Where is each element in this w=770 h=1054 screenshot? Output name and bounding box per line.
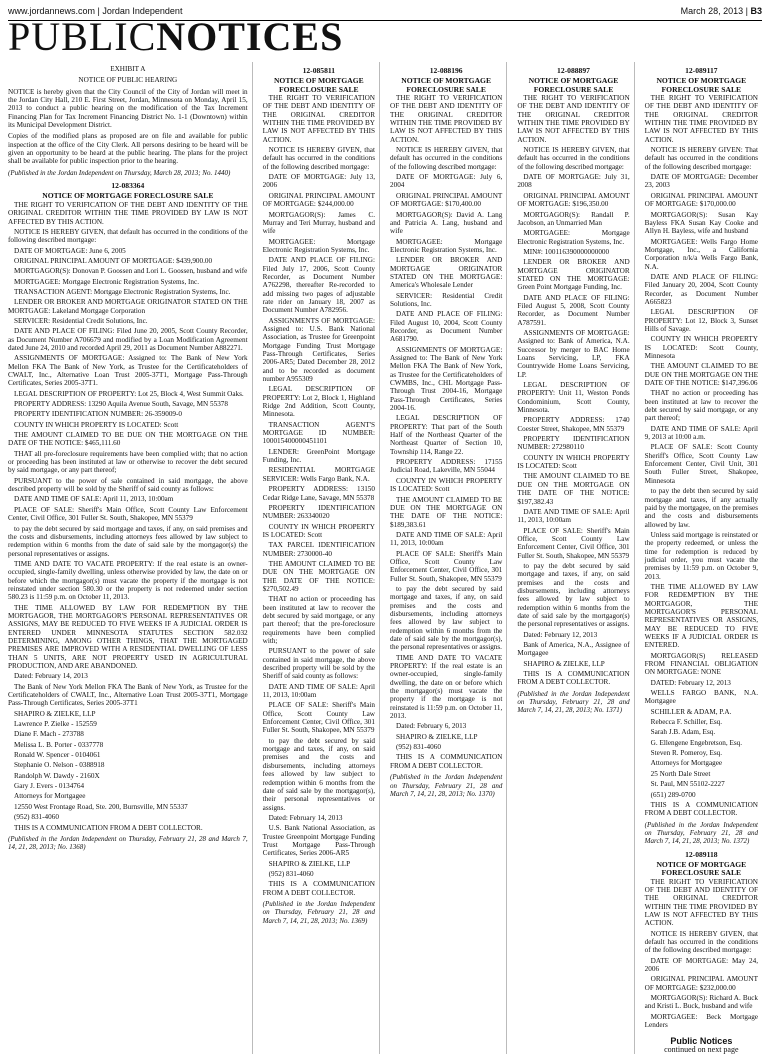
notice-paragraph: Dated: February 14, 2013	[14, 672, 88, 681]
notice-paragraph: DATE AND PLACE OF FILING: Filed July 17, 2006, Scott County Recorder, as Document Number A762298, thereafter Re-recorded to add missing two pages of adjustable rate rider on January 18, 2007 as Document Number A782956.	[262, 256, 375, 315]
notice-body	[263, 94, 375, 897]
notice-paragraph: to pay the debt then secured by said mortgage and taxes, if any actually paid by the mortgagee, on the premises and the costs and disbursements allowed by law.	[644, 487, 758, 529]
notice-paragraph: TIME AND DATE TO VACATE PROPERTY: If the real estate is an owner-occupied, single-family dwelling, the date on or before which the mortgagor(s) must vacate the property if the mortgage is not reinstated is 11:59 p.m. on October 11, 2013.	[390, 653, 503, 721]
notice-paragraph: MORTGAGEE: Mortgage Electronic Registration Systems, Inc.	[14, 277, 200, 286]
notice-paragraph: MORTGAGOR(S): David A. Lang and Patricia A. Lang, husband and wife	[390, 210, 503, 236]
notice-paragraph: to pay the debt secured by said mortgage and taxes, if any, on said premises and the costs and disbursements, including attorneys fees allowed by law subject to redemption within 6 months from the date of said sale by the mortgagor(s), their personal representatives or assigns.	[262, 736, 375, 812]
notice-paragraph: THE TIME ALLOWED BY LAW FOR REDEMPTION BY THE MORTGAGOR, THE MORTGAGOR'S PERSONAL REPRESENTATIVES OR ASSIGNS, MAY BE REDUCED TO FIVE WEEKS IF A JUDICIAL ORDER IS ENTERED UNDER MINNESOTA STATUTES SECTION 582.032 DETERMINING, AMONG OTHER THINGS, THAT THE MORTGAGED PREMISES ARE IMPROVED WITH A RESIDENTIAL DWELLING OF LESS THAN 5 UNITS, ARE NOT PROPERTY USED IN AGRICULTURAL PRODUCTION, AND ARE ABANDONED.	[8, 603, 248, 670]
notice-paragraph: THAT no action or proceeding has been instituted at law to recover the debt secured by said mortgage, or any part thereof; that the pre-foreclosure requirements have been complied with;	[262, 595, 375, 645]
notice-paragraph: LEGAL DESCRIPTION OF PROPERTY: Lot 2, Block 1, Highland Ridge 2nd Addition, Scott County, Minnesota.	[262, 385, 375, 419]
notice-paragraph: MORTGAGOR(S): Richard A. Buck and Kristi L. Buck, husband and wife	[644, 994, 758, 1011]
notice-paragraph: 25 North Dale Street	[650, 769, 711, 778]
notice-paragraph: (952) 831-4060	[396, 743, 441, 752]
notice-paragraph: LEGAL DESCRIPTION OF PROPERTY: Lot 12, Block 3, Sunset Hills of Savage.	[644, 308, 758, 333]
notice-title: NOTICE OF MORTGAGE FORECLOSURE SALE	[656, 76, 747, 94]
notice-paragraph: THE RIGHT TO VERIFICATION OF THE DEBT AND IDENTITY OF THE ORIGINAL CREDITOR WITHIN THE TIME PROVIDED BY LAW IS NOT AFFECTED BY THIS ACTION.	[8, 200, 248, 226]
notice-paragraph: DATE AND TIME OF SALE: April 11, 2013, 10:00am	[14, 495, 174, 504]
header-date: March 28, 2013 |	[680, 6, 748, 16]
notice-paragraph: THIS IS A COMMUNICATION FROM A DEBT COLLECTOR.	[262, 880, 375, 897]
notice-paragraph: DATE OF MORTGAGE: July 6, 2004	[390, 173, 503, 190]
notice-title: NOTICE OF MORTGAGE FORECLOSURE SALE	[528, 76, 619, 94]
notice-publication-line: (Published in the Jordan Independent on Thursday, February 21, 28 and March 7, 14, 21, 28, 2013; No. 1368)	[8, 834, 248, 852]
notice-paragraph: ORIGINAL PRINCIPAL AMOUNT OF MORTGAGE: $232,000.00	[644, 975, 758, 992]
notice-paragraph: MORTGAGOR(S): James C. Murray and Teri Murray, husband and wife	[262, 210, 375, 236]
notice-publication-line: (Published in the Jordan Independent on Thursday, February 21, 28 and March 7, 14, 21, 28, 2013; No. 1371)	[517, 689, 630, 715]
notice-paragraph: DATE AND TIME OF SALE: April 9, 2013 at 10:00 a.m.	[644, 424, 758, 442]
notice-paragraph: ORIGINAL PRINCIPAL AMOUNT OF MORTGAGE: $196,350.00	[517, 191, 630, 209]
column-4	[517, 62, 634, 1054]
notice-paragraph: THE AMOUNT CLAIMED TO BE DUE ON THE MORTGAGE ON THE DATE OF THE NOTICE: $189,383.61	[390, 495, 503, 529]
notice-paragraph: to pay the debt secured by said mortgage and taxes, if any, on said premises and the costs and disbursements, including attorneys fees allowed by law subject to redemption within 6 months from the date of said sale by the mortgagor(s), the personal representatives or assigns.	[390, 584, 503, 652]
notice-paragraph: PURSUANT to the power of sale contained in said mortgage, the above described property will be sold by the Sheriff of said county as follows:	[8, 476, 248, 494]
notice-title: NOTICE OF MORTGAGE FORECLOSURE SALE	[401, 76, 492, 94]
notice-paragraph: ORIGINAL PRINCIPAL AMOUNT OF MORTGAGE: $170,400.00	[390, 191, 503, 209]
notice-paragraph: DATE AND PLACE OF FILING: Filed August 10, 2004, Scott County Recorder, as Document Number A681790.	[390, 310, 503, 344]
column-5	[645, 62, 762, 1054]
notice-block	[645, 851, 758, 1030]
notice-paragraph: MORTGAGOR(S) RELEASED FROM FINANCIAL OBLIGATION ON MORTGAGE: NONE	[644, 651, 758, 677]
notice-paragraph: DATE OF MORTGAGE: December 23, 2003	[644, 173, 758, 190]
notice-paragraph: Rebecca F. Schiller, Esq.	[650, 718, 723, 727]
notice-paragraph: SERVICER: Residential Credit Solutions, Inc.	[14, 316, 148, 325]
notice-paragraph: MORTGAGOR(S): Donovan P. Goossen and Lori L. Goossen, husband and wife	[14, 267, 248, 276]
notice-paragraph: DATE AND PLACE OF FILING: Filed June 20, 2005, Scott County Recorder, as Document Number A706679 and modified by a Loan Modification Agreement dated June 24, 2010 and recorded April 29, 2011 as Document Number A882271.	[8, 327, 248, 352]
notice-paragraph: SHAPIRO & ZIELKE, LLP	[268, 859, 351, 868]
notice-paragraph: Dated: February 14, 2013	[268, 813, 343, 822]
exhibit-notice	[8, 65, 248, 177]
notice-paragraph: THE AMOUNT CLAIMED TO BE DUE ON THE MORTGAGE ON THE DATE OF THE NOTICE: $270,502.49	[262, 559, 375, 593]
notice-block	[263, 67, 375, 925]
notice-paragraph: COUNTY IN WHICH PROPERTY IS LOCATED: Scott	[262, 522, 375, 539]
notice-paragraph: THE RIGHT TO VERIFICATION OF THE DEBT AND IDENTITY OF THE ORIGINAL CREDITOR WITHIN THE TIME PROVIDED BY LAW IS NOT AFFECTED BY THIS ACTION.	[644, 877, 758, 928]
notice-paragraph: DATE OF MORTGAGE: July 31, 2008	[517, 173, 630, 190]
notice-paragraph: DATE AND TIME OF SALE: April 11, 2013, 10:00am	[262, 682, 375, 700]
notice-paragraph: DATE AND PLACE OF FILING: Filed January 20, 2004, Scott County Recorder, as Document Number A665823	[644, 272, 758, 306]
notice-id: 12-089117	[685, 66, 718, 75]
column-3	[390, 62, 507, 1054]
notice-publication-line: (Published in the Jordan Independent on Thursday, February 21, 28 and March 7, 14, 21, 28, 2013; No. 1369)	[262, 899, 375, 925]
notice-title: NOTICE OF MORTGAGE FORECLOSURE SALE	[656, 859, 747, 878]
notice-id: 12-088196	[429, 66, 463, 75]
notice-paragraph: PLACE OF SALE: Sheriff's Main Office, Scott County Law Enforcement Center, Civil Office, 301 Fuller St. South, Shakopee, MN 55379	[8, 505, 248, 523]
notice-paragraph: DATED: February 12, 2013	[650, 678, 731, 687]
notice-publication-line: (Published in the Jordan Independent on Thursday, February 21, 28 and March 7, 14, 21, 28, 2013; No. 1372)	[644, 820, 758, 846]
notice-paragraph: PLACE OF SALE: Sheriff's Main Office, Scott County Law Enforcement Center, Civil Office, 301 Fuller St. South, Shakopee, MN 55379	[262, 701, 375, 735]
notice-paragraph: DATE OF MORTGAGE: June 6, 2005	[14, 246, 126, 255]
masthead-public: PUBLIC	[8, 14, 157, 59]
continued-box	[645, 1037, 758, 1054]
notice-paragraph: Gary J. Evers - 0134764	[14, 782, 85, 791]
notice-id: 12-085811	[302, 66, 336, 75]
notice-body	[645, 94, 758, 818]
notice-paragraph: MORTGAGOR(S): Randall P. Jacobson, an Unmarried Man	[517, 210, 630, 227]
notice-paragraph: DATE AND TIME OF SALE: April 11, 2013, 10:00am	[517, 507, 630, 525]
notice-paragraph: MORTGAGEE: Beck Mortgage Lenders	[644, 1012, 758, 1030]
notice-paragraph: (952) 831-4060	[14, 813, 59, 822]
notice-paragraph: ORIGINAL PRINCIPAL AMOUNT OF MORTGAGE: $170,000.00	[644, 191, 758, 209]
notice-paragraph: Bank of America, N.A., Assignee of Mortgagee	[517, 641, 630, 658]
notice-paragraph: TRANSACTION AGENT'S MORTGAGE ID NUMBER: 100015400000451101	[262, 420, 375, 446]
notice-paragraph: PROPERTY ADDRESS: 17155 Judicial Road, Lakeville, MN 55044	[390, 458, 503, 475]
notice-paragraph: MORTGAGEE: Mortgage Electronic Registration Systems, Inc.	[262, 237, 375, 254]
notice-paragraph: MORTGAGEE: Mortgage Electronic Registration Systems, Inc.	[390, 237, 503, 254]
notice-paragraph: PROPERTY ADDRESS: 13290 Aquila Avenue South, Savage, MN 55378	[14, 400, 228, 409]
notice-paragraph: LENDER OR BROKER AND MORTGAGE ORIGINATOR STATED ON THE MORTGAGE: America's Wholesale Lender	[390, 256, 503, 290]
notice-paragraph: THE RIGHT TO VERIFICATION OF THE DEBT AND IDENTITY OF THE ORIGINAL CREDITOR WITHIN THE TIME PROVIDED BY LAW IS NOT AFFECTED BY THIS ACTION.	[644, 94, 758, 144]
notice-paragraph: PROPERTY IDENTIFICATION NUMBER: 272980110	[517, 435, 630, 452]
notice-paragraph: (651) 289-0700	[650, 790, 696, 799]
notice-paragraph: NOTICE IS HEREBY GIVEN, that default has occurred in the conditions of the following described mortgage:	[262, 146, 375, 171]
notice-paragraph: THE RIGHT TO VERIFICATION OF THE DEBT AND IDENTITY OF THE ORIGINAL CREDITOR WITHIN THE TIME PROVIDED BY LAW IS NOT AFFECTED BY THIS ACTION.	[262, 94, 375, 144]
notice-paragraph: (952) 831-4060	[268, 869, 314, 878]
notice-paragraph: THE AMOUNT CLAIMED TO BE DUE ON THE MORTGAGE ON THE DATE OF THE NOTICE: $147,396.06	[644, 362, 758, 388]
notice-paragraph: COUNTY IN WHICH PROPERTY IS LOCATED: Scott	[14, 420, 179, 429]
notice-id: 12-088897	[557, 66, 590, 75]
notice-paragraph: DATE AND PLACE OF FILING: Filed August 5, 2008, Scott County Recorder, as Document Number A787591.	[517, 293, 630, 327]
notice-block	[517, 67, 629, 715]
notice-paragraph: COUNTY IN WHICH PROPERTY IS LOCATED: Scott	[390, 476, 503, 494]
exhibit-paragraph: Copies of the modified plans as proposed are on file and available for public inspection at the office of the City Clerk. All persons desiring to be heard will be given an opportunity to be heard at the public hearing. The plans for the project shall be available for public inspection prior to the hearing.	[8, 132, 248, 166]
notice-paragraph: PROPERTY ADDRESS: 1740 Coester Street, Shakopee, MN 55379	[517, 416, 630, 433]
notice-paragraph: Lawrence P. Zielke - 152559	[14, 720, 97, 729]
notice-paragraph: PLACE OF SALE: Scott County Sheriff's Office, Scott County Law Enforcement Center, Civil Unit, 301 South Fuller Street, Shakopee, Minnesota	[644, 443, 758, 485]
notice-paragraph: THE TIME ALLOWED BY LAW FOR REDEMPTION BY THE MORTGAGOR, THE MORTGAGOR'S PERSONAL REPRESENTATIVES OR ASSIGNS, MAY BE REDUCED TO FIVE WEEKS IF A JUDICIAL ORDER IS ENTERED.	[644, 582, 758, 650]
notice-paragraph: THAT all pre-foreclosure requirements have been complied with; that no action or proceeding has been instituted at law or otherwise to recover the debt secured by said mortgage, or any part thereof;	[8, 449, 248, 475]
notice-paragraph: ORIGINAL PRINCIPAL AMOUNT OF MORTGAGE: $244,000.00	[262, 191, 375, 209]
notice-paragraph: TAX PARCEL IDENTIFICATION NUMBER: 2730000-40	[262, 541, 375, 558]
notice-paragraph: NOTICE IS HEREBY GIVEN, that default has occurred in the conditions of the following described mortgage:	[644, 929, 758, 955]
notice-paragraph: SERVICER: Residential Credit Solutions, Inc.	[390, 291, 503, 308]
notice-paragraph: to pay the debt secured by said mortgage and taxes, if any, on said premises and the costs and disbursements, including attorneys fees allowed by law subject to redemption within 6 months from the date of said sale by the mortgagor(s) the personal representatives or assigns.	[517, 561, 630, 629]
header-page-number: B3	[750, 6, 762, 16]
notice-paragraph: ORIGINAL PRINCIPAL AMOUNT OF MORTGAGE: $439,900.00	[14, 256, 213, 265]
notice-paragraph: COUNTY IN WHICH PROPERTY IS LOCATED: Scott County, Minnesota	[644, 335, 758, 360]
notice-paragraph: PROPERTY IDENTIFICATION NUMBER: 26-359009-0	[14, 410, 183, 419]
header-date-page	[681, 6, 762, 16]
notice-paragraph: THIS IS A COMMUNICATION FROM A DEBT COLLECTOR.	[517, 670, 630, 687]
notice-paragraph: SCHILLER & ADAM, P.A.	[650, 707, 732, 716]
notice-paragraph: Diane F. Mach - 273788	[14, 730, 84, 739]
notice-paragraph: DATE OF MORTGAGE: May 24, 2006	[644, 956, 758, 974]
notice-paragraph: WELLS FARGO BANK, N.A. Mortgagee	[644, 689, 758, 706]
notice-paragraph: MORTGAGOR(S): Susan Kay Bayless FKA Susan Kay Cooke and Allyn H. Bayless, wife and husband	[644, 210, 758, 236]
notice-paragraph: LENDER: GreenPoint Mortgage Funding, Inc.	[262, 447, 375, 465]
header-site-label[interactable]: www.jordannews.com | Jordan Independent	[8, 6, 183, 16]
notice-paragraph: DATE AND TIME OF SALE: April 11, 2013, 10:00am	[390, 530, 503, 548]
notice-paragraph: MIN#: 100116390000000000	[523, 247, 610, 256]
notice-paragraph: LENDER OR BROKER AND MORTGAGE ORIGINATOR STATED ON THE MORTGAGE: Lakeland Mortgage Corporation	[8, 298, 248, 315]
continued-title: Public Notices	[670, 1036, 733, 1047]
notice-paragraph: SHAPIRO & ZIELKE, LLP	[14, 709, 96, 718]
notice-paragraph: Dated: February 6, 2013	[396, 722, 467, 731]
notice-block	[8, 182, 248, 851]
notice-paragraph: Randolph W. Dawdy - 2160X	[14, 771, 100, 780]
notice-paragraph: THE RIGHT TO VERIFICATION OF THE DEBT AND IDENTITY OF THE ORIGINAL CREDITOR WITHIN THE TIME PROVIDED BY LAW IS NOT AFFECTED BY THIS ACTION.	[517, 94, 630, 144]
notice-body	[390, 94, 502, 770]
notice-body	[8, 201, 248, 832]
notice-paragraph: MORTGAGEE: Mortgage Electronic Registration Systems, Inc.	[517, 229, 630, 246]
notice-paragraph: SHAPIRO & ZIELKE, LLP	[396, 732, 478, 741]
notice-paragraph: TRANSACTION AGENT: Mortgage Electronic Registration Systems, Inc.	[14, 287, 231, 296]
notice-block	[390, 67, 502, 798]
notice-paragraph: to pay the debt secured by said mortgage and taxes, if any, on said premises and the costs and disbursements, including attorneys fees allowed by law subject to redemption within 6 months from the date of said sale by the mortgagor(s) the personal representatives or assigns.	[8, 524, 248, 558]
notice-paragraph: Steven R. Pomeroy, Esq.	[650, 749, 723, 758]
notice-paragraph: LEGAL DESCRIPTION OF PROPERTY: Unit 11, Weston Ponds Condominium, Scott County, Minnesota.	[517, 381, 630, 415]
notice-paragraph: RESIDENTIAL MORTGAGE SERVICER: Wells Fargo Bank, N.A.	[262, 466, 375, 483]
notice-paragraph: Stephanie O. Nelson - 0388918	[14, 761, 105, 770]
notice-paragraph: THE RIGHT TO VERIFICATION OF THE DEBT AND IDENTITY OF THE ORIGINAL CREDITOR WITHIN THE TIME PROVIDED BY LAW IS NOT AFFECTED BY THIS ACTION.	[390, 94, 503, 144]
continued-subtitle: continued on next page	[664, 1044, 739, 1054]
notice-paragraph: TIME AND DATE TO VACATE PROPERTY: If the real estate is an owner-occupied, single-family dwelling, unless otherwise provided by law, the date on or before which the mortgagor(s) must vacate the property if the mortgage is not reinstated under section 580.30 or the property is not redeemed under section 580.23 is 11:59 p.m. on October 11, 2013.	[8, 559, 248, 602]
exhibit-paragraph: NOTICE is hereby given that the City Council of the City of Jordan will meet in the Jordan City Hall, 210 E. First Street, Jordan, Minnesota on Monday, April 15, 2013 to conduct a public hearing on the modification of the Tax Increment Financing Plan for Tax Increment Financing District No. 1-1 (Downtown) within its Municipal Development District.	[8, 87, 248, 130]
notice-paragraph: LEGAL DESCRIPTION OF PROPERTY: Lot 25, Block 4, West Summit Oaks.	[14, 389, 244, 398]
notice-paragraph: 12550 West Frontage Road, Ste. 200, Burnsville, MN 55337	[14, 802, 188, 811]
notice-title: NOTICE OF MORTGAGE FORECLOSURE SALE	[273, 76, 364, 94]
notice-paragraph: THE AMOUNT CLAIMED TO BE DUE ON THE MORTGAGE ON THE DATE OF THE NOTICE: $197,382.43	[517, 472, 630, 506]
notice-paragraph: Attorneys for Mortgagee	[14, 792, 86, 801]
notice-paragraph: PROPERTY ADDRESS: 13150 Cedar Ridge Lane, Savage, MN 55378	[262, 485, 375, 502]
notice-paragraph: Melissa L. B. Porter - 0337778	[14, 740, 104, 749]
column-1	[8, 62, 253, 1054]
section-masthead	[8, 16, 343, 58]
notice-paragraph: LENDER OR BROKER AND MORTGAGE ORIGINATOR STATED ON THE MORTGAGE: Green Point Mortgage Funding, Inc.	[517, 258, 630, 292]
notice-paragraph: THE AMOUNT CLAIMED TO BE DUE ON THE MORTGAGE ON THE DATE OF THE NOTICE: $465,111.60	[8, 431, 248, 448]
notice-paragraph: NOTICE IS HEREBY GIVEN, that default has occurred in the conditions of the following described mortgage:	[8, 227, 248, 245]
exhibit-subtitle: NOTICE OF PUBLIC HEARING	[78, 76, 178, 85]
notice-paragraph: PLACE OF SALE: Sheriff's Main Office, Scott County Law Enforcement Center, Civil Office, 301 Fuller St. South, Shakopee, MN 55379	[390, 549, 503, 583]
notice-paragraph: PURSUANT to the power of sale contained in said mortgage, the above described property will be sold by the Sheriff of said county as follows:	[262, 647, 375, 681]
notice-paragraph: PROPERTY IDENTIFICATION NUMBER: 263340020	[262, 503, 375, 521]
notice-paragraph: St. Paul, MN 55102-2227	[650, 780, 725, 789]
notice-paragraph: Ronald W. Spencer - 0104061	[14, 751, 101, 760]
column-2	[263, 62, 380, 1054]
notice-paragraph: PLACE OF SALE: Sheriff's Main Office, Scott County Law Enforcement Center, Civil Office, 301 Fuller St. South, Shakopee, MN 55379	[517, 526, 630, 560]
notice-paragraph: ASSIGNMENTS OF MORTGAGE: Assigned to: The Bank of New York Mellon FKA The Bank of New York, as Trustee for the Certificateholders of CWALT, Inc., Alternative Loan Trust 2005-37T1, Mortgage Pass-Through Certificates, Series 2005-37T1.	[8, 354, 248, 388]
notice-paragraph: U.S. Bank National Association, as Trustee Greenpoint Mortgage Funding Trust Mortgage Pass-Through Certificates, Series 2006-AR5	[262, 824, 375, 858]
notice-body	[517, 94, 629, 687]
notice-paragraph: Attorneys for Mortgagee	[650, 759, 723, 768]
notice-columns	[8, 62, 762, 1054]
notice-id: 12-083364	[111, 181, 145, 191]
notice-id: 12-089118	[685, 849, 718, 859]
notice-paragraph: NOTICE IS HEREBY GIVEN, that default has occurred in the conditions of the following described mortgage:	[517, 146, 630, 171]
notice-paragraph: Unless said mortgage is reinstated or the property redeemed, or unless the time for redemption is reduced by judicial order, you must vacate the premises by 11:59 p.m. on October 9, 2013.	[644, 530, 758, 581]
exhibit-title: EXHIBIT A	[110, 65, 146, 73]
notice-title: NOTICE OF MORTGAGE FORECLOSURE SALE	[42, 191, 214, 201]
notice-body	[645, 878, 758, 1030]
notice-paragraph: THIS IS A COMMUNICATION FROM A DEBT COLLECTOR.	[390, 753, 503, 770]
notice-paragraph: MORTGAGEE: Wells Fargo Home Mortgage, Inc., a California Corporation n/k/a Wells Fargo Bank, N.A.	[644, 237, 758, 271]
notice-paragraph: Sarah J.B. Adam, Esq.	[650, 728, 716, 737]
notice-paragraph: SHAPIRO & ZIELKE, LLP	[523, 659, 605, 668]
notice-paragraph: ASSIGNMENTS OF MORTGAGE: Assigned to: The Bank of New York Mellon FKA The Bank of New York, as Trustee for the Certificateholders of CWMBS, Inc., CHL Mortgage Pass-Through Trust 2004-16, Mortgage Pass-Through Certificates, Series 2004-16.	[390, 345, 503, 413]
notice-paragraph: NOTICE IS HEREBY GIVEN: That default has occurred in the conditions of the following described mortgage:	[644, 146, 758, 171]
exhibit-publication-line: (Published in the Jordan Independent on Thursday, March 28, 2013; No. 1440)	[8, 168, 231, 177]
notice-paragraph: The Bank of New York Mellon FKA The Bank of New York, as Trustee for the Certificateholders of CWALT, Inc., Alternative Loan Trust 2005-37T1, Mortgage Pass-Through Certificates, Series 2005-37T1	[8, 682, 248, 708]
notice-block	[645, 67, 758, 846]
notice-publication-line: (Published in the Jordan Independent on Thursday, February 21, 28 and March 7, 14, 21, 28, 2013; No. 1370)	[390, 773, 503, 798]
notice-paragraph: ASSIGNMENTS OF MORTGAGE: Assigned to: U.S. Bank National Association, as Trustee for Greenpoint Mortgage Funding Trust Mortgage Pass-Through Certificates, Series 2006-AR5; Dated December 28, 2012 and to be recorded as document number A955309	[262, 316, 375, 384]
notice-paragraph: NOTICE IS HEREBY GIVEN, that default has occurred in the conditions of the following described mortgage:	[390, 146, 503, 171]
notice-paragraph: LEGAL DESCRIPTION OF PROPERTY: That part of the South Half of the Northeast Quarter of the Northeast Quarter of Section 10, Township 114, Range 22.	[390, 414, 503, 456]
notice-paragraph: ASSIGNMENTS OF MORTGAGE: Assigned to: Bank of America, N.A. Successor by merger to BAC Home Loans Servicing, LP, FKA Countrywide Home Loans Servicing, LP.	[517, 328, 630, 379]
notice-paragraph: G. Ellengene Engebretson, Esq.	[650, 738, 743, 747]
masthead-notices: NOTICES	[156, 14, 344, 59]
notice-paragraph: THIS IS A COMMUNICATION FROM A DEBT COLLECTOR.	[14, 823, 203, 832]
notice-paragraph: DATE OF MORTGAGE: July 13, 2006	[262, 173, 375, 190]
notice-paragraph: Dated: February 12, 2013	[523, 630, 598, 639]
notice-paragraph: THIS IS A COMMUNICATION FROM A DEBT COLLECTOR.	[644, 800, 758, 818]
notice-paragraph: THAT no action or proceeding has been instituted at law to recover the debt secured by said mortgage, or any part thereof;	[644, 389, 758, 423]
notice-paragraph: COUNTY IN WHICH PROPERTY IS LOCATED: Scott	[517, 453, 630, 471]
